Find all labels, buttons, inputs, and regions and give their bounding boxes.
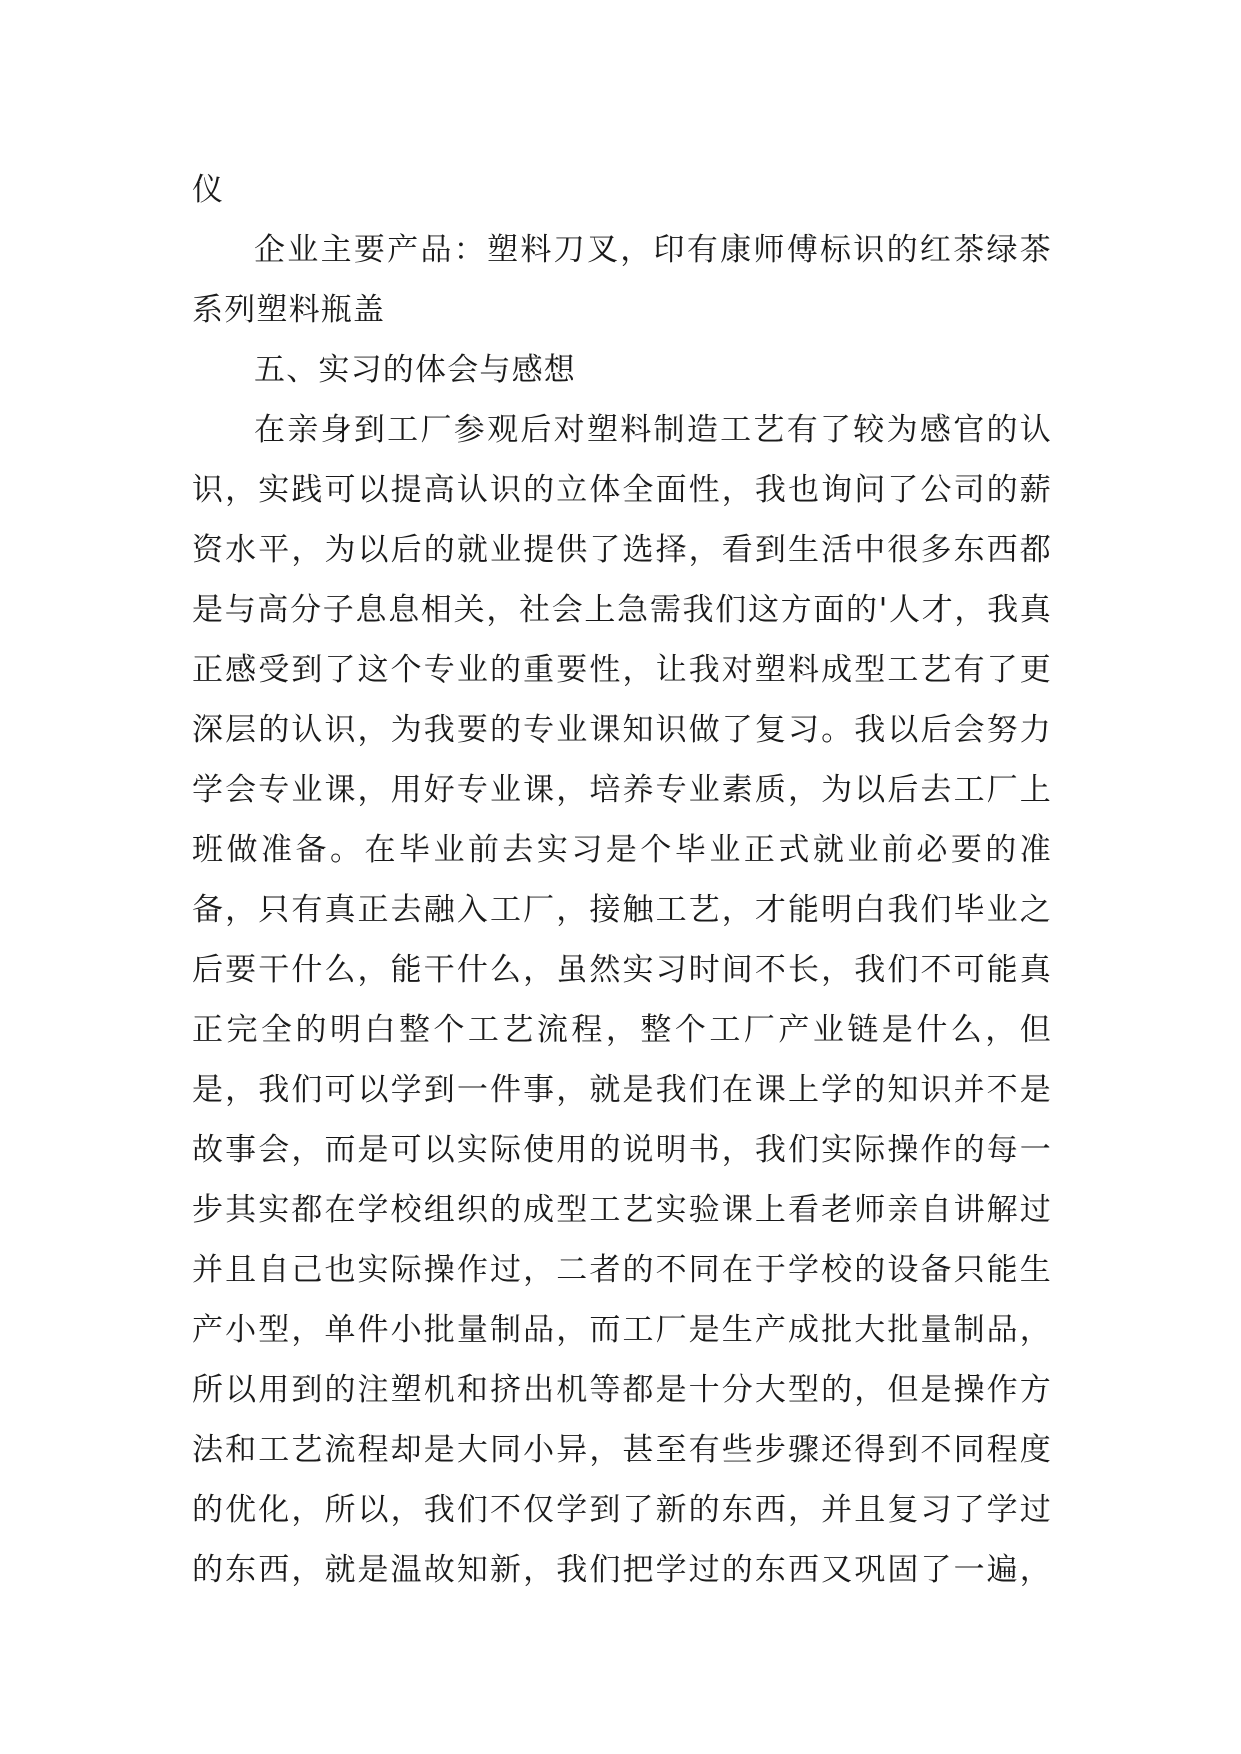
paragraph-main-products: 企业主要产品：塑料刀叉，印有康师傅标识的红茶绿茶系列塑料瓶盖: [192, 232, 1052, 328]
paragraph-reflection-body: 在亲身到工厂参观后对塑料制造工艺有了较为感官的认识，实践可以提高认识的立体全面性，我也询问了公司的薪资水平，为以后的就业提供了选择，看到生活中很多东西都是与高分子息息相关，社会上急需我们这方面的'人才，我真正感受到了这个专业的重要性，让我对塑料成型工艺有了更深层的认识，为我要的专业课知识做了复习。我以后会努力学会专业课，用好专业课，培养专业素质，为以后去工厂上班做准备。在毕业前去实习是个毕业正式就业前必要的准备，只有真正去融入工厂，接触工艺，才能明白我们毕业之后要干什么，能干什么，虽然实习时间不长，我们不可能真正完全的明白整个工艺流程，整个工厂产业链是什么，但是，我们可以学到一件事，就是我们在课上学的知识并不是故事会，而是可以实际使用的说明书，我们实际操作的每一步其实都在学校组织的成型工艺实验课上看老师亲自讲解过并且自己也实际操作过，二者的不同在于学校的设备只能生产小型，单件小批量制品，而工厂是生产成批大批量制品，所以用到的注塑机和挤出机等都是十分大型的，但是操作方法和工艺流程却是大同小异，甚至有些步骤还得到不同程度的优化，所以，我们不仅学到了新的东西，并且复习了学过的东西，就是温故知新，我们把学过的东西又巩固了一遍，: [192, 412, 1052, 1588]
document-body: [192, 160, 1052, 1600]
section-heading-internship-reflection: 五、实习的体会与感想: [254, 352, 576, 388]
paragraph-continuation: 仪: [192, 172, 225, 208]
